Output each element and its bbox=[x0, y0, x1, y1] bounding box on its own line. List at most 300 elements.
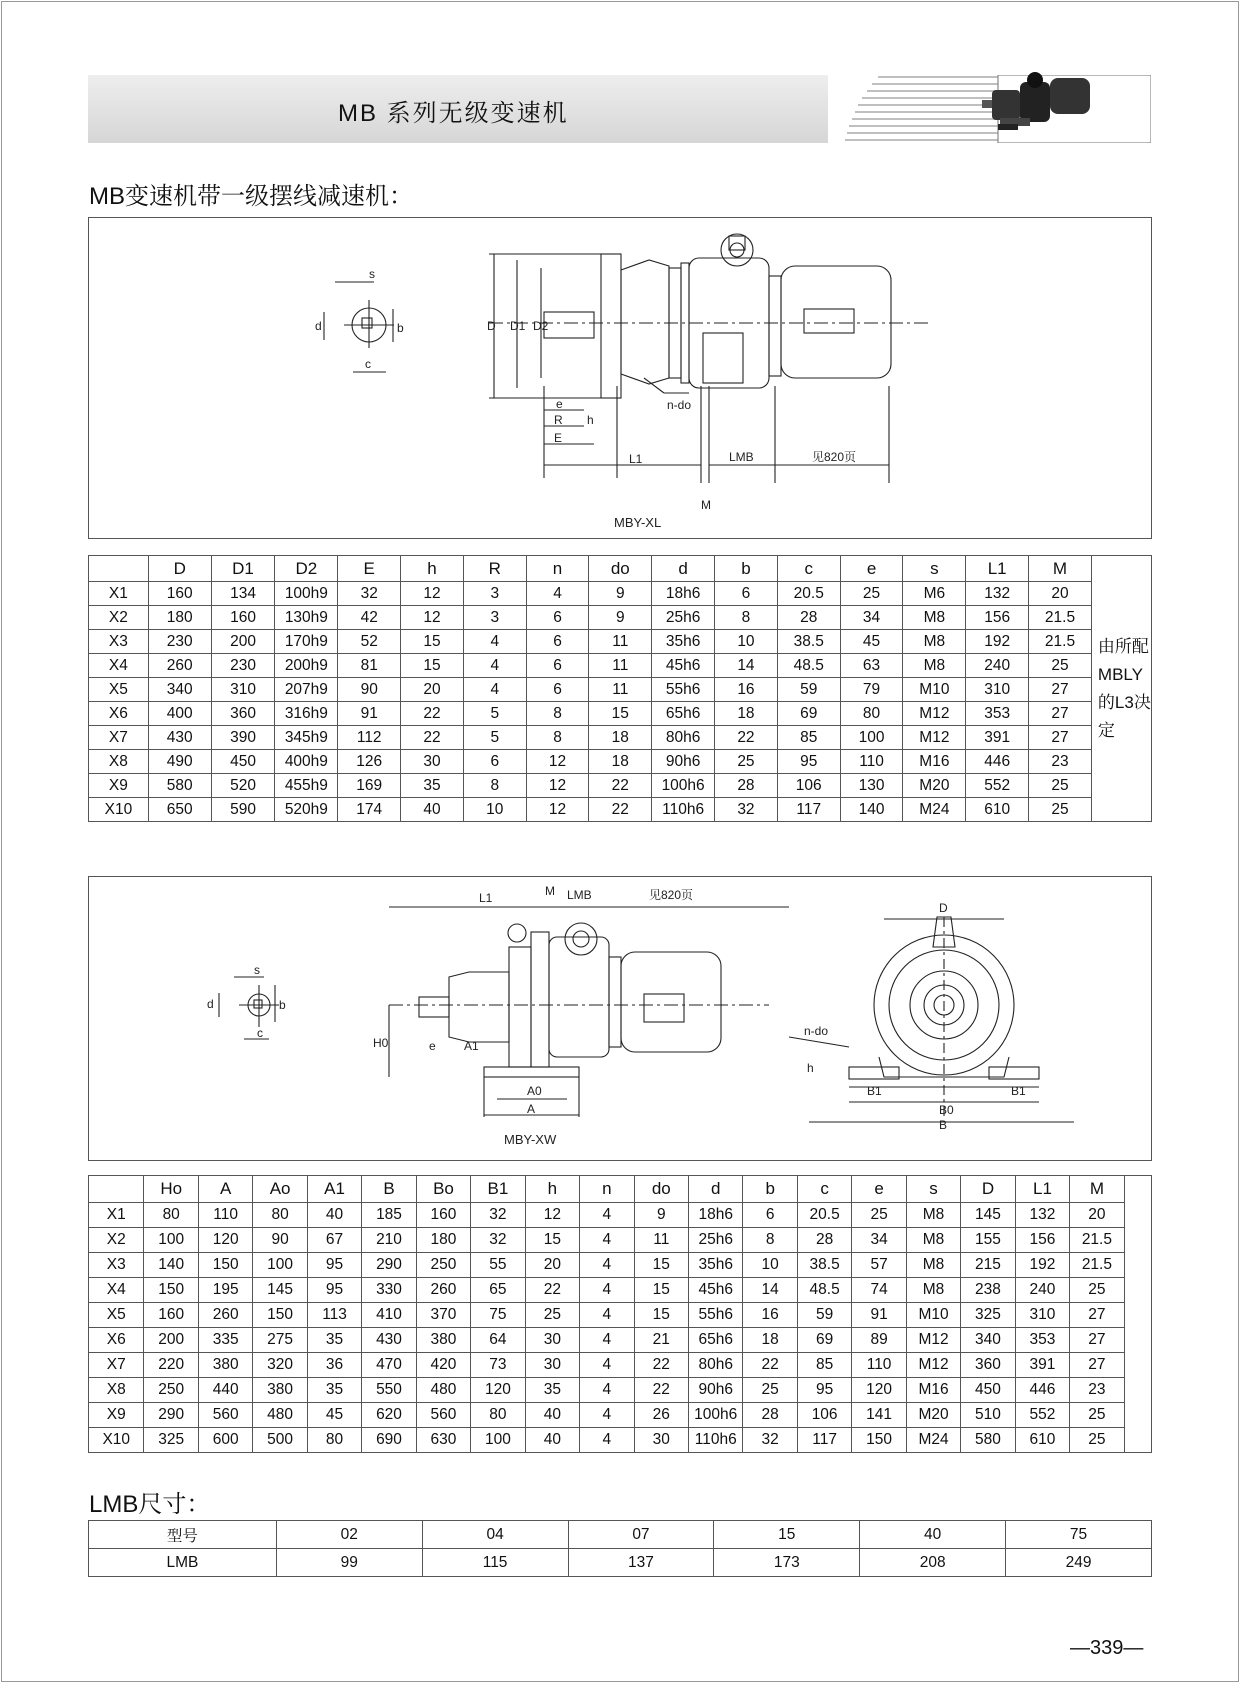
table-cell: 490 bbox=[148, 750, 211, 774]
table-cell: 290 bbox=[144, 1403, 198, 1428]
table-cell: 30 bbox=[525, 1328, 579, 1353]
note-column-header bbox=[1091, 556, 1151, 822]
table-cell: 18h6 bbox=[689, 1203, 743, 1228]
table-cell: 15 bbox=[634, 1253, 688, 1278]
table-cell: 353 bbox=[966, 702, 1029, 726]
table-cell: 80 bbox=[471, 1403, 525, 1428]
column-header: M bbox=[1070, 1176, 1124, 1203]
table-row bbox=[89, 1253, 1152, 1278]
table-cell: 480 bbox=[416, 1378, 470, 1403]
table-cell: 30 bbox=[401, 750, 464, 774]
table-cell: 446 bbox=[1015, 1378, 1069, 1403]
blank-column bbox=[1124, 1176, 1151, 1453]
table-cell: 40 bbox=[307, 1203, 361, 1228]
note-line: 的L3决 bbox=[1097, 692, 1151, 712]
table-cell: 15 bbox=[401, 654, 464, 678]
table-cell: 690 bbox=[362, 1428, 416, 1453]
table-cell: 12 bbox=[526, 750, 589, 774]
table-cell: 260 bbox=[148, 654, 211, 678]
table-row bbox=[89, 1228, 1152, 1253]
table-row bbox=[89, 702, 1152, 726]
table-cell: 290 bbox=[362, 1253, 416, 1278]
column-header: c bbox=[777, 556, 840, 582]
svg-text:d: d bbox=[315, 319, 322, 333]
page-title: MB 系列无级变速机 bbox=[338, 100, 569, 127]
column-header: e bbox=[840, 556, 903, 582]
table-cell: 69 bbox=[797, 1328, 851, 1353]
table-cell: 100 bbox=[253, 1253, 307, 1278]
table-cell: M8 bbox=[903, 630, 966, 654]
table-row bbox=[89, 1328, 1152, 1353]
svg-text:s: s bbox=[254, 963, 260, 977]
table-cell: 215 bbox=[961, 1253, 1015, 1278]
table-cell: 20 bbox=[1070, 1203, 1124, 1228]
table-cell: 25h6 bbox=[689, 1228, 743, 1253]
table-cell: 360 bbox=[961, 1353, 1015, 1378]
note-line: MBLY bbox=[1097, 664, 1143, 684]
table-cell: 34 bbox=[840, 606, 903, 630]
column-header: A bbox=[198, 1176, 252, 1203]
table-cell: 25h6 bbox=[652, 606, 715, 630]
table-cell: 126 bbox=[338, 750, 401, 774]
table-cell: 353 bbox=[1015, 1328, 1069, 1353]
table-cell: 260 bbox=[416, 1278, 470, 1303]
table-cell: M8 bbox=[903, 606, 966, 630]
table-cell: 21.5 bbox=[1029, 606, 1092, 630]
table-cell: 150 bbox=[144, 1278, 198, 1303]
table-cell: M8 bbox=[906, 1203, 960, 1228]
table-cell: 110 bbox=[840, 750, 903, 774]
svg-text:d: d bbox=[207, 997, 214, 1011]
table-cell: 4 bbox=[580, 1403, 634, 1428]
table-cell: 32 bbox=[743, 1428, 797, 1453]
table-cell: 100 bbox=[840, 726, 903, 750]
table-cell: X10 bbox=[89, 798, 149, 822]
table-cell: 27 bbox=[1029, 678, 1092, 702]
table-cell: 27 bbox=[1029, 702, 1092, 726]
table-cell: 580 bbox=[148, 774, 211, 798]
table-cell: 4 bbox=[580, 1253, 634, 1278]
table-cell: 4 bbox=[580, 1278, 634, 1303]
table-cell: X5 bbox=[89, 678, 149, 702]
table-cell: 208 bbox=[860, 1549, 1006, 1577]
svg-text:LMB: LMB bbox=[729, 450, 754, 464]
table-cell: 137 bbox=[568, 1549, 714, 1577]
table-cell: 106 bbox=[777, 774, 840, 798]
table-cell: 580 bbox=[961, 1428, 1015, 1453]
table-cell: 335 bbox=[198, 1328, 252, 1353]
svg-text:M: M bbox=[545, 884, 555, 898]
table-row bbox=[89, 1378, 1152, 1403]
table-cell: 90 bbox=[338, 678, 401, 702]
table-cell: 420 bbox=[416, 1353, 470, 1378]
table-cell: 40 bbox=[860, 1521, 1006, 1549]
table-cell: M12 bbox=[903, 726, 966, 750]
table-cell: 180 bbox=[416, 1228, 470, 1253]
table-row bbox=[89, 798, 1152, 822]
table-cell: 91 bbox=[338, 702, 401, 726]
table-cell: 55h6 bbox=[689, 1303, 743, 1328]
table-cell: X8 bbox=[89, 1378, 144, 1403]
table-cell: 21.5 bbox=[1070, 1228, 1124, 1253]
svg-text:LMB: LMB bbox=[567, 888, 592, 902]
table-cell: M8 bbox=[906, 1228, 960, 1253]
table-cell: 55 bbox=[471, 1253, 525, 1278]
svg-text:L1: L1 bbox=[479, 891, 493, 905]
table-cell: X1 bbox=[89, 582, 149, 606]
table-cell: 8 bbox=[743, 1228, 797, 1253]
table-cell: 160 bbox=[416, 1203, 470, 1228]
column-header: d bbox=[689, 1176, 743, 1203]
drawing-mby-xw bbox=[88, 876, 1152, 1161]
table-cell: M12 bbox=[906, 1353, 960, 1378]
svg-text:见820页: 见820页 bbox=[812, 450, 857, 464]
table-cell: 95 bbox=[307, 1278, 361, 1303]
table-cell: 15 bbox=[634, 1278, 688, 1303]
table-cell: 11 bbox=[634, 1228, 688, 1253]
column-header: Ao bbox=[253, 1176, 307, 1203]
table-cell: 410 bbox=[362, 1303, 416, 1328]
table-cell: 249 bbox=[1006, 1549, 1152, 1577]
table-cell: 141 bbox=[852, 1403, 906, 1428]
svg-text:A1: A1 bbox=[464, 1039, 479, 1053]
table-cell: 320 bbox=[253, 1353, 307, 1378]
table-cell: 25 bbox=[1029, 798, 1092, 822]
table-cell: 15 bbox=[714, 1521, 860, 1549]
table-cell: 110h6 bbox=[652, 798, 715, 822]
table-cell: 28 bbox=[797, 1228, 851, 1253]
table-cell: M12 bbox=[903, 702, 966, 726]
table-cell: 59 bbox=[797, 1303, 851, 1328]
table-cell: X2 bbox=[89, 606, 149, 630]
table-cell: 32 bbox=[471, 1203, 525, 1228]
table-cell: 48.5 bbox=[777, 654, 840, 678]
table-cell: 35h6 bbox=[652, 630, 715, 654]
table-cell: 134 bbox=[211, 582, 275, 606]
section3-title: LMB尺寸： bbox=[89, 1491, 211, 1518]
svg-text:M: M bbox=[701, 498, 711, 512]
table-cell: 132 bbox=[966, 582, 1029, 606]
table-cell: 207h9 bbox=[275, 678, 338, 702]
table-cell: M8 bbox=[906, 1253, 960, 1278]
table-cell: X3 bbox=[89, 630, 149, 654]
column-header: h bbox=[401, 556, 464, 582]
table-cell: 132 bbox=[1015, 1203, 1069, 1228]
table-cell: 340 bbox=[961, 1328, 1015, 1353]
table-cell: 25 bbox=[1070, 1403, 1124, 1428]
table-cell: X7 bbox=[89, 1353, 144, 1378]
table-cell: 90h6 bbox=[652, 750, 715, 774]
table-cell: 35 bbox=[525, 1378, 579, 1403]
column-header: M bbox=[1029, 556, 1092, 582]
table-cell: 10 bbox=[463, 798, 526, 822]
table-cell: 18h6 bbox=[652, 582, 715, 606]
spec-table-mby-xl bbox=[88, 555, 1152, 822]
table-cell: 380 bbox=[253, 1378, 307, 1403]
table-cell: 45h6 bbox=[689, 1278, 743, 1303]
table-cell: 552 bbox=[1015, 1403, 1069, 1428]
svg-text:n-do: n-do bbox=[667, 398, 692, 412]
table-cell: 170h9 bbox=[275, 630, 338, 654]
table-cell: 520 bbox=[211, 774, 275, 798]
column-header: d bbox=[652, 556, 715, 582]
table-cell: 400h9 bbox=[275, 750, 338, 774]
table-cell: 100h9 bbox=[275, 582, 338, 606]
svg-text:h: h bbox=[587, 413, 594, 427]
table-cell: 4 bbox=[580, 1353, 634, 1378]
table-cell: 100 bbox=[144, 1228, 198, 1253]
column-header: D bbox=[961, 1176, 1015, 1203]
table-cell: 4 bbox=[580, 1303, 634, 1328]
table-cell: 140 bbox=[840, 798, 903, 822]
table-cell: 275 bbox=[253, 1328, 307, 1353]
table-cell: 36 bbox=[307, 1353, 361, 1378]
table-cell: 240 bbox=[966, 654, 1029, 678]
table-cell: 9 bbox=[634, 1203, 688, 1228]
table-cell: 590 bbox=[211, 798, 275, 822]
table-cell: 16 bbox=[715, 678, 778, 702]
table-cell: 81 bbox=[338, 654, 401, 678]
table-cell: 16 bbox=[743, 1303, 797, 1328]
table-row bbox=[89, 1303, 1152, 1328]
table-cell: M16 bbox=[906, 1378, 960, 1403]
table-cell: 117 bbox=[797, 1428, 851, 1453]
column-header: do bbox=[589, 556, 652, 582]
table-cell: 6 bbox=[463, 750, 526, 774]
svg-text:A: A bbox=[527, 1102, 536, 1116]
table-cell: 20 bbox=[401, 678, 464, 702]
table-cell: 20.5 bbox=[777, 582, 840, 606]
table-cell: 4 bbox=[580, 1378, 634, 1403]
table-cell: 110h6 bbox=[689, 1428, 743, 1453]
table-cell: 45 bbox=[307, 1403, 361, 1428]
table-cell: 10 bbox=[743, 1253, 797, 1278]
table-cell: 5 bbox=[463, 726, 526, 750]
table-cell: 310 bbox=[966, 678, 1029, 702]
column-header: Bo bbox=[416, 1176, 470, 1203]
table-cell: 90 bbox=[253, 1228, 307, 1253]
table-row bbox=[89, 630, 1152, 654]
table-cell: 12 bbox=[526, 798, 589, 822]
table-cell: 27 bbox=[1070, 1353, 1124, 1378]
column-header: b bbox=[743, 1176, 797, 1203]
table-cell: X2 bbox=[89, 1228, 144, 1253]
table-cell: X6 bbox=[89, 1328, 144, 1353]
table-cell: 80 bbox=[307, 1428, 361, 1453]
table-cell: 500 bbox=[253, 1428, 307, 1453]
table-cell: 21 bbox=[634, 1328, 688, 1353]
column-header bbox=[89, 556, 149, 582]
table-cell: 57 bbox=[852, 1253, 906, 1278]
table-cell: 600 bbox=[198, 1428, 252, 1453]
lmb-table bbox=[88, 1520, 1152, 1577]
table-cell: 169 bbox=[338, 774, 401, 798]
table-cell: 150 bbox=[253, 1303, 307, 1328]
table-cell: 110 bbox=[852, 1353, 906, 1378]
table-cell: 65 bbox=[471, 1278, 525, 1303]
table-cell: 20 bbox=[1029, 582, 1092, 606]
table-cell: 22 bbox=[589, 774, 652, 798]
table-row bbox=[89, 1428, 1152, 1453]
table-cell: 4 bbox=[526, 582, 589, 606]
svg-text:n-do: n-do bbox=[804, 1024, 829, 1038]
table-cell: M20 bbox=[903, 774, 966, 798]
table-cell: 02 bbox=[276, 1521, 422, 1549]
table-cell: 4 bbox=[463, 654, 526, 678]
column-header: n bbox=[580, 1176, 634, 1203]
svg-text:c: c bbox=[365, 357, 371, 371]
table-cell: 89 bbox=[852, 1328, 906, 1353]
column-header: e bbox=[852, 1176, 906, 1203]
table-cell: 25 bbox=[743, 1378, 797, 1403]
table-cell: 95 bbox=[307, 1253, 361, 1278]
table-cell: 430 bbox=[362, 1328, 416, 1353]
table-cell: 120 bbox=[198, 1228, 252, 1253]
table-cell: 18 bbox=[589, 726, 652, 750]
column-header: s bbox=[906, 1176, 960, 1203]
table-cell: 345h9 bbox=[275, 726, 338, 750]
table-cell: 12 bbox=[401, 582, 464, 606]
column-header bbox=[89, 1176, 144, 1203]
table-cell: 69 bbox=[777, 702, 840, 726]
table-cell: 380 bbox=[416, 1328, 470, 1353]
table-cell: 90h6 bbox=[689, 1378, 743, 1403]
table-cell: M24 bbox=[906, 1428, 960, 1453]
table-cell: 59 bbox=[777, 678, 840, 702]
table-cell: 40 bbox=[525, 1428, 579, 1453]
table-cell: 113 bbox=[307, 1303, 361, 1328]
table-cell: M10 bbox=[906, 1303, 960, 1328]
table-cell: 28 bbox=[777, 606, 840, 630]
table-cell: 450 bbox=[961, 1378, 1015, 1403]
table-cell: 35 bbox=[307, 1378, 361, 1403]
table-cell: 8 bbox=[715, 606, 778, 630]
table-cell: 120 bbox=[471, 1378, 525, 1403]
table-cell: X3 bbox=[89, 1253, 144, 1278]
table-cell: 117 bbox=[777, 798, 840, 822]
table-cell: 73 bbox=[471, 1353, 525, 1378]
column-header: h bbox=[525, 1176, 579, 1203]
table-cell: 4 bbox=[580, 1428, 634, 1453]
table-cell: LMB bbox=[89, 1549, 277, 1577]
svg-text:D: D bbox=[487, 319, 496, 333]
table-cell: 18 bbox=[589, 750, 652, 774]
column-header: Ho bbox=[144, 1176, 198, 1203]
table-cell: X7 bbox=[89, 726, 149, 750]
reducer-photo-icon bbox=[930, 70, 1150, 142]
table-cell: 310 bbox=[1015, 1303, 1069, 1328]
svg-text:B1: B1 bbox=[1011, 1084, 1026, 1098]
table-cell: 115 bbox=[422, 1549, 568, 1577]
table-cell: 15 bbox=[401, 630, 464, 654]
table-row bbox=[89, 1353, 1152, 1378]
table-cell: 22 bbox=[401, 726, 464, 750]
table-cell: 40 bbox=[401, 798, 464, 822]
table-cell: 34 bbox=[852, 1228, 906, 1253]
table-cell: 520h9 bbox=[275, 798, 338, 822]
table-cell: 04 bbox=[422, 1521, 568, 1549]
table-cell: 79 bbox=[840, 678, 903, 702]
table-cell: 75 bbox=[471, 1303, 525, 1328]
table-cell: 120 bbox=[852, 1378, 906, 1403]
table-row bbox=[89, 1403, 1152, 1428]
table-cell: 15 bbox=[525, 1228, 579, 1253]
table-cell: 560 bbox=[416, 1403, 470, 1428]
table-cell: 155 bbox=[961, 1228, 1015, 1253]
table-cell: 130 bbox=[840, 774, 903, 798]
table-cell: 450 bbox=[211, 750, 275, 774]
table-cell: X4 bbox=[89, 1278, 144, 1303]
table-cell: 550 bbox=[362, 1378, 416, 1403]
table-cell: 22 bbox=[401, 702, 464, 726]
table-cell: 174 bbox=[338, 798, 401, 822]
table-row bbox=[89, 774, 1152, 798]
table-cell: 192 bbox=[966, 630, 1029, 654]
table-cell: 99 bbox=[276, 1549, 422, 1577]
table-cell: 360 bbox=[211, 702, 275, 726]
column-header: R bbox=[463, 556, 526, 582]
table-cell: 160 bbox=[148, 582, 211, 606]
svg-text:D2: D2 bbox=[533, 319, 549, 333]
table-cell: 610 bbox=[966, 798, 1029, 822]
column-header: s bbox=[903, 556, 966, 582]
column-header: L1 bbox=[1015, 1176, 1069, 1203]
table-cell: 21.5 bbox=[1029, 630, 1092, 654]
table-cell: 391 bbox=[1015, 1353, 1069, 1378]
table-cell: 14 bbox=[715, 654, 778, 678]
column-header: B1 bbox=[471, 1176, 525, 1203]
column-header: do bbox=[634, 1176, 688, 1203]
table-cell: 65h6 bbox=[652, 702, 715, 726]
table-cell: 22 bbox=[634, 1353, 688, 1378]
table-cell: 52 bbox=[338, 630, 401, 654]
table-cell: 180 bbox=[148, 606, 211, 630]
drawing-mby-xl bbox=[88, 217, 1152, 539]
table-cell: 15 bbox=[589, 702, 652, 726]
table-cell: 22 bbox=[715, 726, 778, 750]
table-cell: 195 bbox=[198, 1278, 252, 1303]
svg-text:h: h bbox=[807, 1061, 814, 1075]
table-cell: 80 bbox=[840, 702, 903, 726]
column-header: D bbox=[148, 556, 211, 582]
table-cell: 250 bbox=[144, 1378, 198, 1403]
table-cell: 510 bbox=[961, 1403, 1015, 1428]
table-cell: 6 bbox=[526, 678, 589, 702]
table-cell: 10 bbox=[715, 630, 778, 654]
table-cell: 23 bbox=[1029, 750, 1092, 774]
table-cell: 8 bbox=[526, 702, 589, 726]
table-cell: 11 bbox=[589, 678, 652, 702]
table-cell: 200h9 bbox=[275, 654, 338, 678]
table-cell: 12 bbox=[401, 606, 464, 630]
table-cell: M12 bbox=[906, 1328, 960, 1353]
table-cell: 85 bbox=[777, 726, 840, 750]
table-cell: 150 bbox=[852, 1428, 906, 1453]
table-cell: M8 bbox=[906, 1278, 960, 1303]
table-cell: 22 bbox=[743, 1353, 797, 1378]
table-cell: X9 bbox=[89, 774, 149, 798]
column-header: B bbox=[362, 1176, 416, 1203]
mby-xw-caption: MBY-XW bbox=[504, 1132, 557, 1147]
table-cell: 95 bbox=[797, 1378, 851, 1403]
table-cell: 552 bbox=[966, 774, 1029, 798]
svg-text:A0: A0 bbox=[527, 1084, 542, 1098]
table-cell: 型号 bbox=[89, 1521, 277, 1549]
table-cell: 35h6 bbox=[689, 1253, 743, 1278]
table-cell: 64 bbox=[471, 1328, 525, 1353]
table-cell: 160 bbox=[211, 606, 275, 630]
table-cell: M24 bbox=[903, 798, 966, 822]
